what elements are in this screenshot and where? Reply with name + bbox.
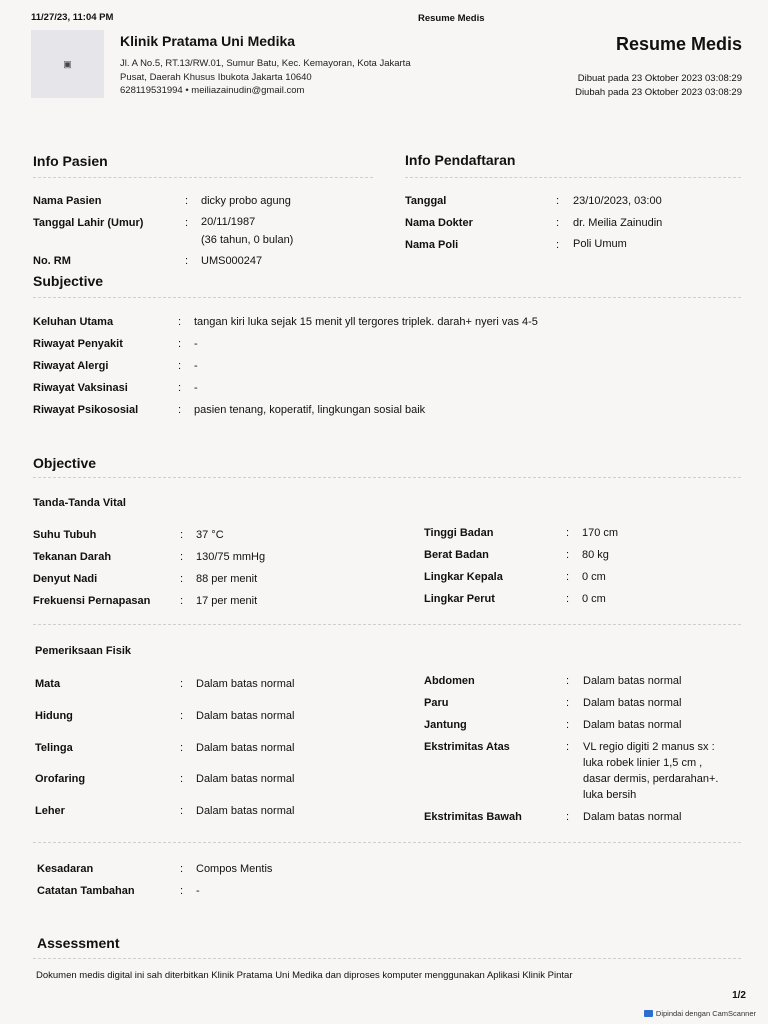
separator: :: [180, 678, 184, 690]
separator: :: [566, 811, 570, 823]
lower-extremity-label: Ekstrimitas Bawah: [424, 811, 522, 823]
separator: :: [566, 571, 570, 583]
respiratory-rate-label: Frekuensi Pernapasan: [33, 595, 151, 607]
separator: :: [180, 551, 184, 563]
medical-record-label: No. RM: [33, 255, 71, 267]
doctor-name-label: Nama Dokter: [405, 217, 473, 229]
separator: :: [180, 863, 184, 875]
clinic-name: Klinik Pratama Uni Medika: [120, 33, 296, 49]
separator: :: [556, 239, 560, 251]
respiratory-rate-value: 17 per menit: [196, 595, 258, 607]
consciousness-label: Kesadaran: [37, 863, 94, 875]
poli-name-value: Poli Umum: [573, 238, 627, 250]
registration-date-label: Tanggal: [405, 195, 447, 207]
separator: :: [180, 573, 184, 585]
pulse-rate-value: 88 per menit: [196, 573, 258, 585]
separator: :: [178, 316, 182, 328]
vaccination-history-value: -: [194, 382, 198, 394]
psychosocial-history-label: Riwayat Psikososial: [33, 404, 139, 416]
blood-pressure-value: 130/75 mmHg: [196, 551, 266, 563]
upper-extremity-value-line2: luka robek linier 1,5 cm ,: [583, 757, 703, 769]
separator: :: [180, 710, 184, 722]
lungs-value: Dalam batas normal: [583, 697, 682, 709]
vital-signs-title: Tanda-Tanda Vital: [33, 497, 126, 509]
objective-title: Objective: [33, 455, 97, 471]
oropharynx-value: Dalam batas normal: [196, 773, 295, 785]
weight-value: 80 kg: [582, 549, 609, 561]
clinic-logo: [31, 30, 104, 98]
separator: :: [185, 195, 189, 207]
separator: :: [566, 527, 570, 539]
separator: :: [178, 382, 182, 394]
separator: :: [566, 549, 570, 561]
vaccination-history-label: Riwayat Vaksinasi: [33, 382, 128, 394]
divider: [33, 958, 741, 959]
clinic-address-line2: Pusat, Daerah Khusus Ibukota Jakarta 10640: [120, 72, 312, 83]
divider: [33, 177, 373, 178]
divider: [33, 297, 741, 298]
allergy-history-value: -: [194, 360, 198, 372]
body-temperature-label: Suhu Tubuh: [33, 529, 97, 541]
scanner-watermark: [644, 1009, 756, 1018]
disease-history-value: -: [194, 338, 198, 350]
disease-history-label: Riwayat Penyakit: [33, 338, 123, 350]
separator: :: [566, 741, 570, 753]
blood-pressure-label: Tekanan Darah: [33, 551, 112, 563]
separator: :: [566, 697, 570, 709]
separator: :: [178, 338, 182, 350]
patient-name-label: Nama Pasien: [33, 195, 102, 207]
separator: :: [180, 742, 184, 754]
patient-name-value: dicky probo agung: [201, 195, 291, 207]
head-circumference-label: Lingkar Kepala: [424, 571, 503, 583]
divider: [33, 842, 741, 843]
divider: [33, 624, 741, 625]
birthdate-label: Tanggal Lahir (Umur): [33, 217, 144, 229]
print-title: Resume Medis: [418, 13, 485, 24]
ear-value: Dalam batas normal: [196, 742, 295, 754]
page-number: 1/2: [732, 990, 746, 1001]
scanner-text: Dipindai dengan CamScanner: [655, 1009, 756, 1018]
registration-info-title: Info Pendaftaran: [405, 152, 516, 168]
waist-circumference-label: Lingkar Perut: [424, 593, 495, 605]
upper-extremity-value-line4: luka bersih: [583, 789, 637, 801]
eye-value: Dalam batas normal: [196, 678, 295, 690]
separator: :: [566, 719, 570, 731]
document-title: Resume Medis: [615, 34, 742, 54]
additional-notes-value: -: [196, 885, 200, 897]
registration-date-value: 23/10/2023, 03:00: [573, 195, 662, 207]
height-label: Tinggi Badan: [424, 527, 494, 539]
additional-notes-label: Catatan Tambahan: [37, 885, 135, 897]
separator: :: [185, 217, 189, 229]
abdomen-label: Abdomen: [424, 675, 475, 687]
camscanner-icon: [644, 1010, 653, 1017]
separator: :: [556, 217, 560, 229]
waist-circumference-value: 0 cm: [582, 593, 606, 605]
updated-at: Diubah pada 23 Oktober 2023 03:08:29: [575, 87, 742, 98]
allergy-history-label: Riwayat Alergi: [33, 360, 109, 372]
body-temperature-value: 37 °C: [196, 529, 224, 541]
upper-extremity-value-line1: VL regio digiti 2 manus sx :: [583, 741, 715, 753]
separator: :: [566, 675, 570, 687]
oropharynx-label: Orofaring: [35, 773, 86, 785]
neck-label: Leher: [35, 805, 65, 817]
footer-note: Dokumen medis digital ini sah diterbitkan Klinik Pratama Uni Medika dan diproses komputer menggunakan Aplikasi Klinik Pintar: [36, 970, 573, 981]
nose-label: Hidung: [35, 710, 73, 722]
poli-name-label: Nama Poli: [405, 239, 459, 251]
heart-label: Jantung: [424, 719, 467, 731]
print-datetime: 11/27/23, 11:04 PM: [31, 12, 114, 23]
separator: :: [185, 255, 189, 267]
neck-value: Dalam batas normal: [196, 805, 295, 817]
separator: :: [178, 360, 182, 372]
separator: :: [180, 805, 184, 817]
upper-extremity-label: Ekstrimitas Atas: [424, 741, 510, 753]
divider: [33, 477, 741, 478]
separator: :: [180, 529, 184, 541]
separator: :: [178, 404, 182, 416]
chief-complaint-label: Keluhan Utama: [33, 316, 114, 328]
separator: :: [556, 195, 560, 207]
patient-info-title: Info Pasien: [33, 153, 108, 169]
clinic-address-line1: Jl. A No.5, RT.13/RW.01, Sumur Batu, Kec. Kemayoran, Kota Jakarta: [120, 58, 411, 69]
divider: [405, 177, 741, 178]
separator: :: [180, 773, 184, 785]
medical-record-value: UMS000247: [201, 255, 263, 267]
image-placeholder-icon: ▣: [63, 58, 72, 69]
created-at: Dibuat pada 23 Oktober 2023 03:08:29: [577, 73, 742, 84]
weight-label: Berat Badan: [424, 549, 489, 561]
lower-extremity-value: Dalam batas normal: [583, 811, 682, 823]
consciousness-value: Compos Mentis: [196, 863, 273, 875]
doctor-name-value: dr. Meilia Zainudin: [573, 217, 663, 229]
head-circumference-value: 0 cm: [582, 571, 606, 583]
assessment-title: Assessment: [37, 935, 120, 951]
chief-complaint-value: tangan kiri luka sejak 15 menit yll tergores triplek. darah+ nyeri vas 4-5: [194, 316, 538, 328]
height-value: 170 cm: [582, 527, 619, 539]
separator: :: [180, 885, 184, 897]
clinic-contact: 628119531994 • meiliazainudin@gmail.com: [120, 85, 305, 96]
eye-label: Mata: [35, 678, 61, 690]
upper-extremity-value-line3: dasar dermis, perdarahan+.: [583, 773, 719, 785]
abdomen-value: Dalam batas normal: [583, 675, 682, 687]
separator: :: [566, 593, 570, 605]
pulse-rate-label: Denyut Nadi: [33, 573, 98, 585]
ear-label: Telinga: [35, 742, 73, 754]
psychosocial-history-value: pasien tenang, koperatif, lingkungan sosial baik: [194, 404, 426, 416]
lungs-label: Paru: [424, 697, 449, 709]
subjective-title: Subjective: [33, 273, 104, 289]
heart-value: Dalam batas normal: [583, 719, 682, 731]
nose-value: Dalam batas normal: [196, 710, 295, 722]
age-value: (36 tahun, 0 bulan): [201, 234, 294, 246]
birthdate-value: 20/11/1987: [201, 216, 256, 228]
physical-exam-title: Pemeriksaan Fisik: [35, 645, 132, 657]
separator: :: [180, 595, 184, 607]
